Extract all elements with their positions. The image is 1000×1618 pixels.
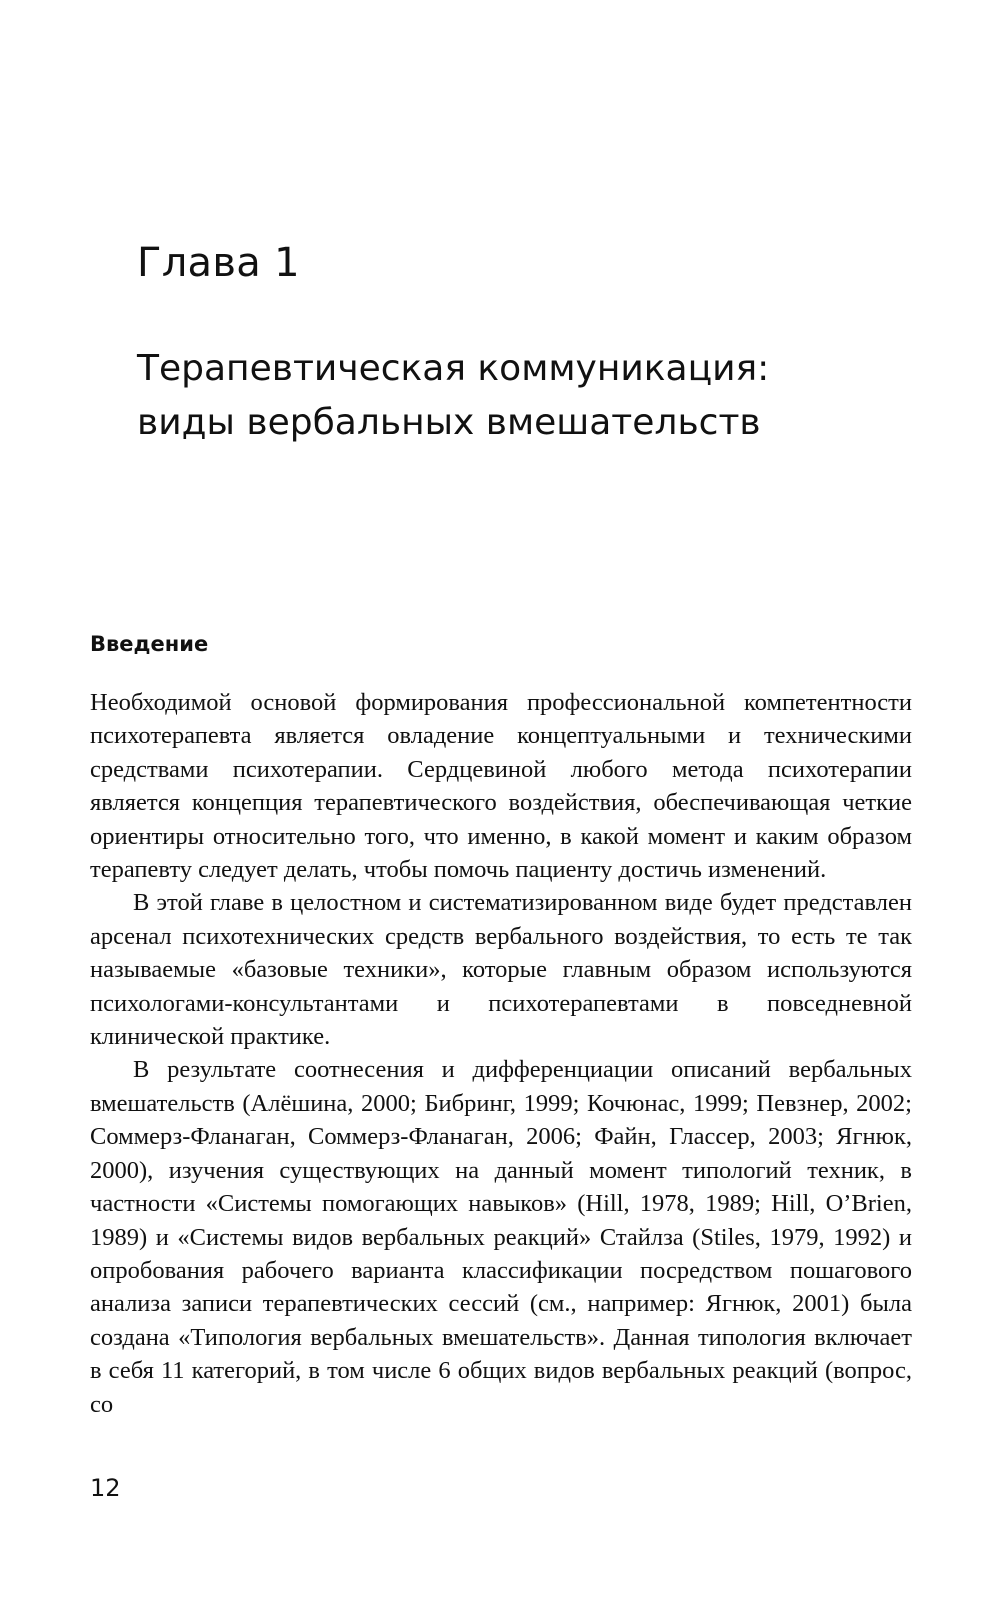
page-number: 12 [90,1474,121,1502]
paragraph-3: В результате соотнесения и дифференциации описаний вербальных вмешательств (Алёшина, 2000; Бибринг, 1999; Кочюнас, 1999; Певзнер, 2002; Соммерз-Фланаган, Соммерз-Фланаган, 2006; Файн, Глассер, 2003; Ягнюк, 2000), изучения существующих на данный момент типологий техник, в частности «Системы помогающих навыков» (Hill, 1978, 1989; Hill, O’Brien, 1989) и «Системы видов вербальных реакций» Стайлза (Stiles, 1979, 1992) и опробования рабочего варианта классификации посредством пошагового анализа записи терапевтических сессий (см., например: Ягнюк, 2001) была создана «Типология вербальных вмешательств». Данная типология включает в себя 11 категорий, в том числе 6 общих видов вербальных реакций (вопрос, со [90,1056,912,1418]
chapter-title-line-1: Терапевтическая коммуникация: [137,348,770,389]
paragraph-2: В этой главе в целостном и систематизированном виде будет представлен арсенал психотехнических средств вербального воздействия, то есть те так называемые «базовые техники», которые главным образом используются психологами-консультантами и психотерапевтами в повседневной клинической практике. [90,889,912,1051]
paragraph-1: Необходимой основой формирования профессиональной компетентности психотерапевта является овладение концептуальными и техническими средствами психотерапии. Сердцевиной любого метода психотерапии является концепция терапевтического воздействия, обеспечивающая четкие ориентиры относительно того, что именно, в какой момент и каким образом терапевту следует делать, чтобы помочь пациенту достичь изменений. [90,689,912,884]
chapter-title-line-2: виды вербальных вмешательств [137,402,761,443]
section-heading: Введение [90,632,209,656]
chapter-title [137,342,937,450]
chapter-label: Глава 1 [137,240,300,286]
body-text [90,686,912,1421]
